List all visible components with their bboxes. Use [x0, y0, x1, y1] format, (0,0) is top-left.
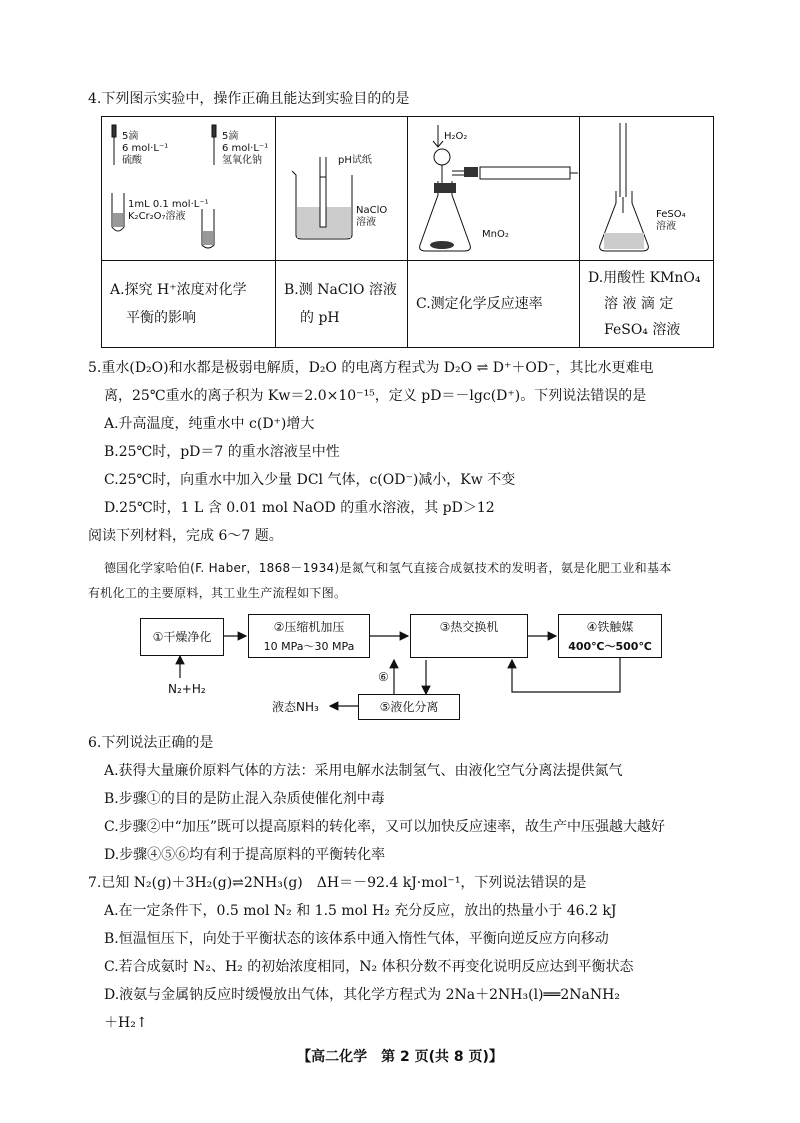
q7-stem: 7.已知 N₂(g)＋3H₂(g)⇌2NH₃(g) ΔH＝－92.4 kJ·mol⁻¹，下列说法错误的是 [88, 875, 587, 891]
figure-a [102, 117, 276, 261]
q6-option-c: C.步骤②中“加压”既可以提高原料的转化率，又可以加快反应速率，故生产中压强越大越好 [104, 819, 665, 835]
a-drop2: 5滴 [222, 131, 239, 142]
caption-c [408, 261, 580, 348]
caption-c-l1: C.测定化学反应速率 [416, 296, 543, 312]
caption-a [102, 261, 276, 348]
a-c2: 6 mol·L⁻¹ [222, 143, 269, 154]
step-2-pressure: 10 MPa～30 MPa [263, 640, 355, 653]
caption-b [276, 261, 408, 348]
reading-instruction: 阅读下列材料，完成 6～7 题。 [88, 528, 283, 544]
caption-d [580, 261, 714, 348]
material-line1: 德国化学家哈伯(F. Haber，1868－1934)是氮气和氢气直接合成氨技术的发明者，氨是化肥工业和基本 [104, 561, 672, 575]
caption-b-l1: B.测 NaClO 溶液 [284, 282, 397, 298]
a-acid: 硫酸 [122, 155, 142, 166]
experiment-table [101, 116, 714, 348]
a-drop1: 5滴 [122, 131, 139, 142]
step-3-box [410, 614, 528, 658]
q6-option-a: A.获得大量廉价原料气体的方法：采用电解水法制氢气、由液化空气分离法提供氮气 [104, 763, 623, 779]
step-6-label: ⑥ [378, 670, 389, 684]
b-s1: NaClO [356, 205, 388, 216]
caption-d-l1: D.用酸性 KMnO₄ [588, 270, 701, 286]
q7-option-d-line2: ＋H₂↑ [104, 1015, 148, 1031]
q7-option-a: A.在一定条件下，0.5 mol N₂ 和 1.5 mol H₂ 充分反应，放出的热量小于 46.2 kJ [104, 903, 617, 919]
b-s2: 溶液 [356, 217, 376, 228]
q7-option-b: B.恒温恒压下，向处于平衡状态的该体系中通入惰性气体，平衡向逆反应方向移动 [104, 931, 609, 947]
page-footer: 【高二化学 第 2 页(共 8 页)】 [297, 1049, 503, 1065]
step-4-box [558, 614, 662, 658]
step-1-box: ①干燥净化 [140, 618, 224, 656]
q4-stem: 4.下列图示实验中，操作正确且能达到实验目的的是 [88, 91, 410, 107]
step-3-label: ③热交换机 [439, 620, 499, 634]
d-s1: FeSO₄ [656, 209, 686, 220]
caption-b-l2: 的 pH [300, 310, 340, 326]
b-paper: pH试纸 [338, 155, 372, 166]
c-h2o2: H₂O₂ [444, 131, 468, 142]
q5-line1: 5.重水(D₂O)和水都是极弱电解质，D₂O 的电离方程式为 D₂O ⇌ D⁺＋OD⁻，其比水更难电 [88, 360, 654, 376]
step-2-label: ②压缩机加压 [273, 620, 345, 634]
figure-d [580, 117, 714, 261]
a-sol2: K₂Cr₂O₇溶液 [128, 211, 186, 222]
caption-a-l2: 平衡的影响 [126, 310, 196, 326]
step-2-box [248, 614, 370, 658]
feed-gas-label: N₂+H₂ [168, 682, 206, 696]
q5-option-c: C.25℃时，向重水中加入少量 DCl 气体，c(OD⁻)减小，Kw 不变 [104, 472, 516, 488]
q5-option-d: D.25℃时，1 L 含 0.01 mol NaOD 的重水溶液，其 pD＞12 [104, 500, 495, 516]
step-4-temp: 400℃～500℃ [568, 640, 652, 653]
d-s2: 溶液 [656, 221, 676, 232]
c-mno2: MnO₂ [482, 229, 509, 240]
a-c1: 6 mol·L⁻¹ [122, 143, 169, 154]
product-label: 液态NH₃ [272, 700, 319, 714]
caption-a-l1: A.探究 H⁺浓度对化学 [110, 282, 247, 298]
q6-option-d: D.步骤④⑤⑥均有利于提高原料的平衡转化率 [104, 847, 386, 863]
step-5-box: ⑤液化分离 [358, 694, 460, 720]
a-sol1: 1mL 0.1 mol·L⁻¹ [128, 199, 209, 210]
caption-d-l2: 溶 液 滴 定 [604, 296, 674, 312]
q7-option-d-line1: D.液氨与金属钠反应时缓慢放出气体，其化学方程式为 2Na＋2NH₃(l)══2NaNH₂ [104, 987, 620, 1003]
q7-option-c: C.若合成氨时 N₂、H₂ 的初始浓度相同，N₂ 体积分数不再变化说明反应达到平衡状态 [104, 959, 634, 975]
q5-option-b: B.25℃时，pD＝7 的重水溶液呈中性 [104, 444, 340, 460]
caption-d-l3: FeSO₄ 溶液 [604, 322, 681, 338]
q6-stem: 6.下列说法正确的是 [88, 735, 214, 751]
figure-b [276, 117, 408, 261]
q5-line2: 离，25℃重水的离子积为 Kw＝2.0×10⁻¹⁵，定义 pD＝－lgc(D⁺)。下列说法错误的是 [104, 388, 647, 404]
figure-c [408, 117, 580, 261]
q5-option-a: A.升高温度，纯重水中 c(D⁺)增大 [104, 416, 315, 432]
a-base: 氢氧化钠 [222, 155, 262, 166]
q6-option-b: B.步骤①的目的是防止混入杂质使催化剂中毒 [104, 791, 385, 807]
material-line2: 有机化工的主要原料，其工业生产流程如下图。 [88, 586, 347, 600]
step-4-label: ④铁触媒 [586, 620, 634, 634]
